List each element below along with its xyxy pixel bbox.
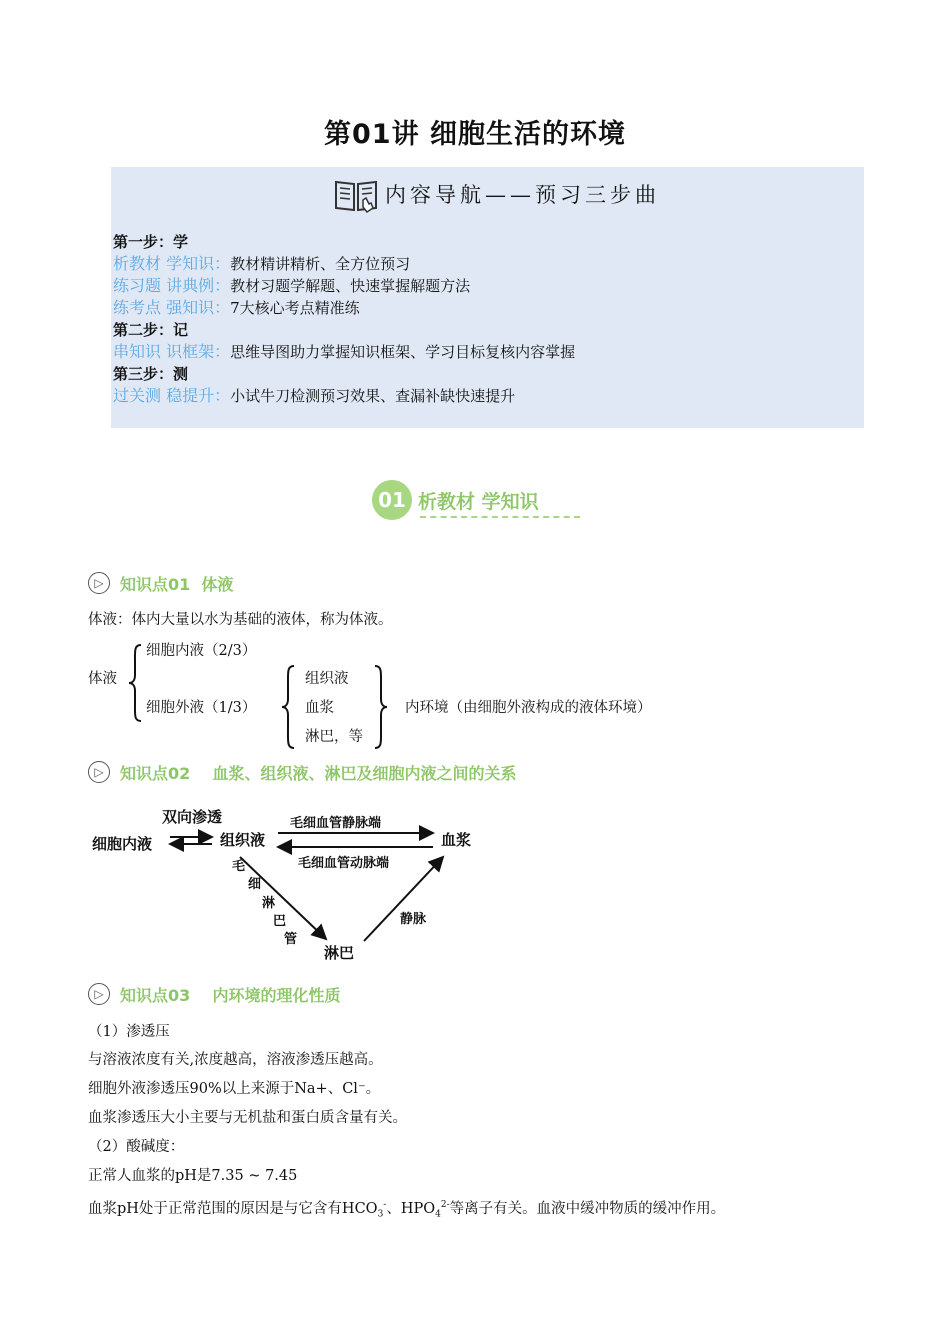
body-text: 正常人血浆的pH是7.35 ~ 7.45: [88, 1168, 298, 1184]
nav-item-label: 过关测 稳提升：: [113, 386, 231, 405]
label-two-way-osmosis: 双向渗透: [162, 808, 223, 826]
knowledge-point-heading: [88, 759, 517, 785]
tree-component: 组织液: [305, 671, 349, 687]
play-circle-icon: ▷: [88, 983, 110, 1005]
body-text: 体液：体内大量以水为基础的液体，称为体液。: [88, 612, 393, 628]
nav-item: [113, 275, 470, 297]
body-text: 血浆pH处于正常范围的原因是与它含有$HCO_3^-$、$HPO_4^{2-}$等离子有关。血液中缓冲物质的缓冲作用。: [88, 1200, 726, 1220]
nav-item-text: 7大核心考点精准练: [230, 299, 360, 317]
nav-heading-text: 内容导航——预习三步曲: [385, 183, 660, 207]
body-text: （2）酸碱度：: [88, 1139, 185, 1155]
knowledge-point-heading: [88, 570, 233, 596]
nav-item-text: 教材精讲精析、全方位预习: [230, 255, 411, 273]
body-text: 与溶液浓度有关,浓度越高，溶液渗透压越高。: [88, 1052, 383, 1068]
nav-item: [113, 341, 575, 363]
label-lymph-vessel-char: 淋: [262, 896, 276, 911]
internal-environment-label: 内环境（由细胞外液构成的液体环境）: [405, 700, 652, 716]
knowledge-point-title: 知识点02 血浆、组织液、淋巴及细胞内液之间的关系: [120, 763, 517, 783]
nav-item-text: 小试牛刀检测预习效果、查漏补缺快速提升: [230, 387, 516, 405]
body-text: （1）渗透压: [88, 1024, 170, 1040]
tree-component: 淋巴，等: [305, 729, 363, 745]
book-icon: [333, 174, 379, 214]
tree-root: 体液: [88, 671, 117, 687]
knowledge-point-title: 知识点01 体液: [120, 574, 234, 594]
label-lymph-vessel-char: 巴: [273, 914, 287, 929]
knowledge-point-heading: [88, 981, 341, 1007]
section-label: 析教材 学知识: [418, 490, 539, 513]
nav-heading: [333, 172, 660, 216]
play-circle-icon: ▷: [88, 572, 110, 594]
step-three-label: 第三步：测: [113, 365, 189, 383]
nav-item-label: 练考点 强知识：: [113, 298, 231, 317]
tree-component: 血浆: [305, 700, 334, 716]
node-lymph: 淋巴: [324, 944, 355, 962]
nav-item-text: 思维导图助力掌握知识框架、学习目标复核内容掌握: [230, 343, 576, 361]
label-lymph-vessel-char: 毛: [232, 859, 246, 874]
label-vein: 静脉: [400, 912, 427, 927]
right-brace-icon: [370, 664, 390, 750]
node-plasma: 血浆: [441, 831, 472, 849]
section-number: 01: [372, 480, 412, 520]
nav-item-label: 练习题 讲典例：: [113, 276, 231, 295]
section-underline: [420, 516, 580, 518]
node-tissue-fluid: 组织液: [220, 831, 266, 849]
body-text: 血浆渗透压大小主要与无机盐和蛋白质含量有关。: [88, 1110, 407, 1126]
step-two-label: 第二步：记: [113, 321, 189, 339]
node-intracellular-fluid: 细胞内液: [92, 835, 153, 853]
body-text: 细胞外液渗透压90%以上来源于Na+、Cl⁻。: [88, 1081, 381, 1097]
step-one-label: 第一步：学: [113, 233, 189, 251]
nav-item: [113, 297, 360, 319]
page-title: 第01讲 细胞生活的环境: [324, 119, 626, 150]
left-brace-icon: [279, 664, 299, 750]
nav-item: [113, 385, 515, 407]
left-brace-icon: [126, 643, 146, 723]
label-venous-end: 毛细血管静脉端: [290, 816, 382, 831]
tree-extracellular: 细胞外液（1/3）: [146, 700, 257, 716]
nav-item: [113, 253, 410, 275]
label-arterial-end: 毛细血管动脉端: [298, 856, 390, 871]
label-lymph-vessel-char: 细: [248, 877, 262, 892]
play-circle-icon: ▷: [88, 761, 110, 783]
nav-item-label: 析教材 学知识：: [113, 254, 231, 273]
knowledge-point-title: 知识点03 内环境的理化性质: [120, 985, 341, 1005]
nav-item-label: 串知识 识框架：: [113, 342, 231, 361]
nav-item-text: 教材习题学解题、快速掌握解题方法: [230, 277, 471, 295]
tree-intracellular: 细胞内液（2/3）: [146, 643, 257, 659]
label-lymph-vessel-char: 管: [284, 932, 298, 947]
